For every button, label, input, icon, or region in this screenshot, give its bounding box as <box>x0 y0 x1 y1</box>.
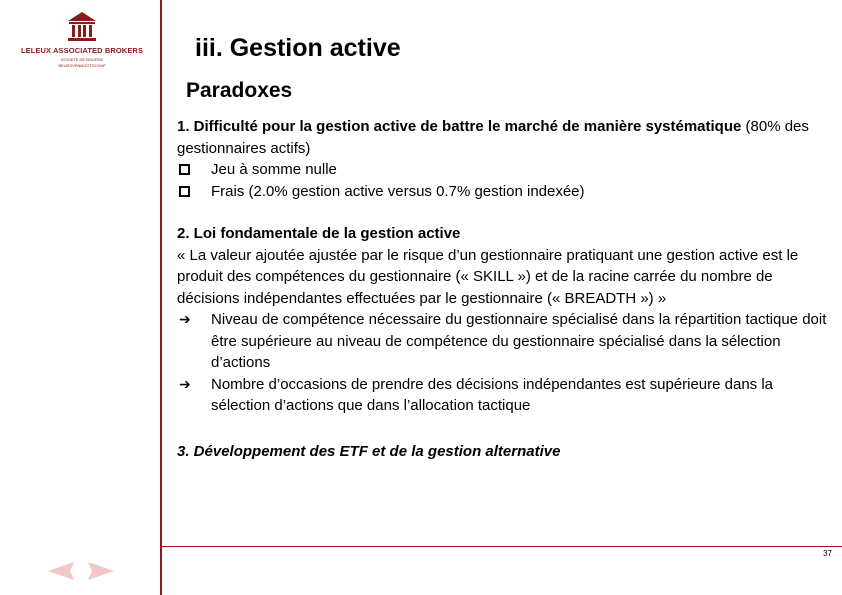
list-item <box>177 309 827 374</box>
arrow-right-icon: ➔ <box>179 375 191 392</box>
section-1-heading <box>177 116 827 159</box>
footer-divider <box>162 546 842 547</box>
section-2-quote: « La valeur ajoutée ajustée par le risque d’un gestionnaire pratiquant une gestion active est le produit des compétences du gestionnaire (« SKILL ») et de la racine carrée du nombre de décisions indépendantes effectuées par le gestionnaire (« BREADTH ») » <box>177 246 799 307</box>
square-bullet-icon <box>179 181 190 204</box>
bullet-text: Jeu à somme nulle <box>211 161 337 178</box>
section-3-heading: 3. Développement des ETF et de la gestion alternative <box>177 442 561 460</box>
page-number: 37 <box>823 549 832 558</box>
list-item <box>177 159 827 181</box>
vertical-divider <box>160 0 162 595</box>
slide-navigation <box>46 560 116 582</box>
square-bullet-icon <box>179 159 190 182</box>
slide-subtitle: Paradoxes <box>186 79 293 102</box>
list-item <box>177 374 827 417</box>
logo <box>14 10 150 72</box>
section-1-heading-note: (80% des gestionnaires actifs) <box>177 118 809 157</box>
arrow-left-icon[interactable] <box>48 562 74 580</box>
arrow-right-icon[interactable] <box>88 562 114 580</box>
arrow-right-icon: ➔ <box>179 311 191 327</box>
bullet-text: Frais (2.0% gestion active versus 0.7% gestion indexée) <box>211 182 585 200</box>
list-item <box>177 181 827 203</box>
arrow-text: Niveau de compétence nécessaire du gestionnaire spécialisé dans la répartition tactique doit être supérieure au niveau de compétence du gestionnaire spécialisé dans la sélection d’actions <box>211 311 827 371</box>
building-icon <box>66 10 98 42</box>
arrow-text: Nombre d’occasions de prendre des décisions indépendantes est supérieure dans la sélection d’actions que dans l’allocation tactique <box>211 375 774 414</box>
section-1-heading-text: 1. Difficulté pour la gestion active de battre le marché de manière systématique <box>177 118 742 135</box>
slide-content <box>177 116 827 462</box>
slide-title: iii. Gestion active <box>195 34 401 62</box>
logo-subline-1: SOCIETE DE BOURSE <box>60 57 104 62</box>
logo-company-name: LELEUX ASSOCIATED BROKERS <box>20 46 144 55</box>
logo-subline-2: BEURSVENNOOTSCHAP <box>58 63 106 68</box>
section-2-heading: 2. Loi fondamentale de la gestion active <box>177 225 461 242</box>
